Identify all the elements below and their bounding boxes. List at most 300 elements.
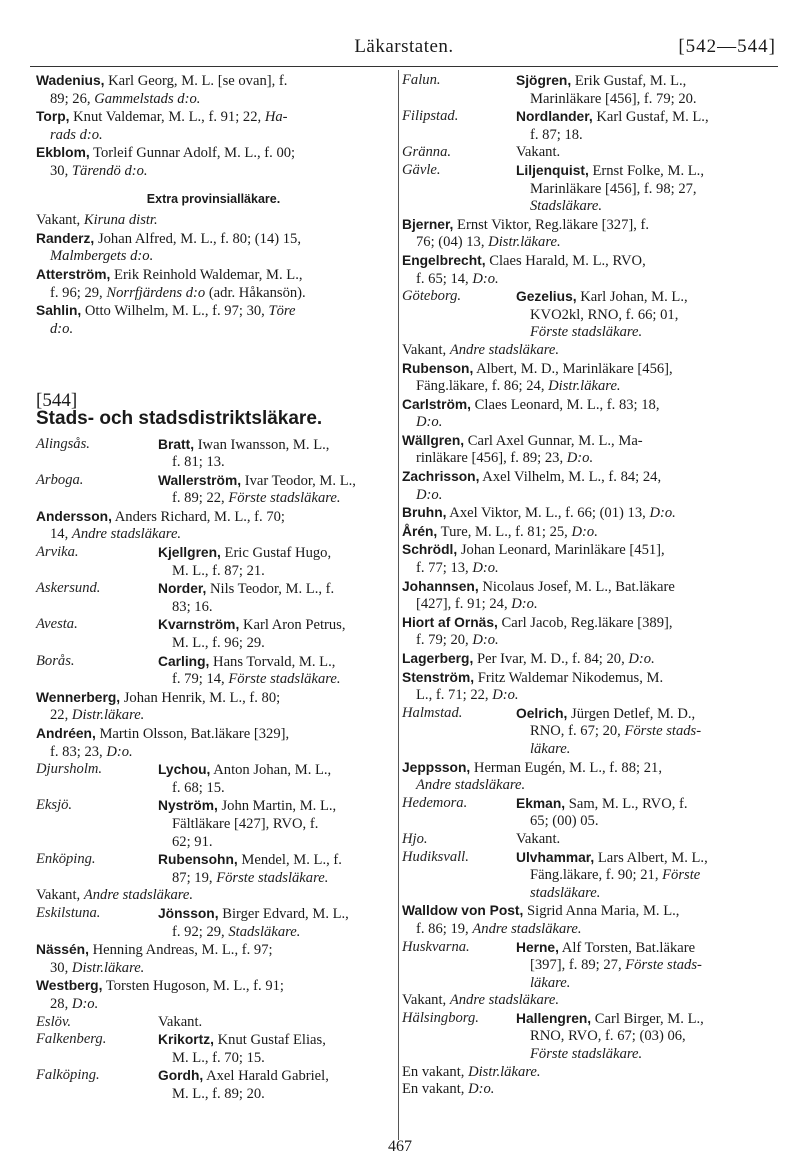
entry-text: M. L., f. 87; 21. [172,562,265,579]
place-name: Falkenberg. [36,1031,107,1048]
place-name: Arboga. [36,471,84,488]
entry-text: Torleif Gunnar Adolf, M. L., f. 00; [93,145,296,162]
person-name: Sjögren, [516,73,572,88]
entry-text: [397], f. 89; 27, [530,957,622,974]
entry-body [402,432,774,468]
entry-text: Axel Viktor, M. L., f. 66; (01) 13, [449,505,646,522]
entry-text: f. 79; 14, [172,671,225,688]
entry-body [158,472,391,508]
entry-body [516,72,774,108]
entry [36,725,391,761]
entry [402,360,774,396]
entry-line [516,831,774,849]
entry-continuation [402,596,774,614]
entry [36,472,391,508]
entry-body [516,162,774,216]
entry-continuation [402,632,774,650]
entry-text: f. 81; 13. [172,454,225,471]
page-header [30,0,778,62]
entry-body [36,108,391,144]
entry [402,541,774,577]
entry [36,580,391,616]
entry-body [158,1014,391,1032]
entry-title: Förste stadsläkare. [228,490,341,507]
entry-title: Förste stadsläkare. [530,324,643,341]
entry-text: Jürgen Detlef, M. D., [571,705,696,722]
person-name: Nässén, [36,942,89,958]
person-name: Stenström, [402,669,475,685]
entry-text: 62; 91. [172,833,213,850]
entry-text: Torsten Hugoson, M. L., f. 91; [105,978,284,995]
person-name: Bjerner, [402,216,454,232]
person-name: Nyström, [158,798,218,814]
place-name: Askersund. [36,580,101,597]
entry-text: Claes Leonard, M. L., f. 83; 18, [474,396,660,413]
entry [36,544,391,580]
person-name: Andréen, [36,726,96,741]
section-range: [542—544] [678,36,776,57]
entry [402,162,774,216]
person-name: Schrödl, [402,542,458,558]
entry-continuation [36,707,391,725]
entry [402,288,774,342]
person-name: Nordlander, [516,109,593,125]
place-name: Enköping. [36,851,96,868]
entry-body [402,902,774,938]
entry [36,508,391,544]
entry-body [36,887,391,905]
entry [36,905,391,941]
entry-line [516,162,774,181]
place-name: Hjo. [402,830,428,847]
entry-title: Andre stadsläkare. [83,887,194,904]
entry [36,436,391,472]
entry-text: John Martin, M. L., [221,798,337,815]
entry-text: Johan Henrik, M. L., f. 80; [123,689,281,706]
entry [36,616,391,652]
place-name: Hudiksvall. [402,848,469,865]
entry-continuation [516,198,774,216]
entry-text: Karl Aron Petrus, [242,617,346,634]
entry-continuation [158,599,391,617]
entry [402,705,774,759]
entry-title: Andre stadsläkare. [449,992,560,1009]
entry-line [402,902,774,921]
place-name: Gävle. [402,161,441,178]
entry-line [516,939,774,958]
entry [36,887,391,905]
entry-continuation [516,741,774,759]
entry-line [402,614,774,633]
entry-line [402,216,774,235]
entry-text: 76; (04) 13, [416,234,485,251]
entry-text: f. 79; 20, [416,632,469,649]
entry-text: En vakant, [402,1063,465,1080]
person-name: Carlström, [402,396,472,412]
entry-title: D:o. [511,596,538,613]
entry-line [36,977,391,996]
place-name: Filipstad. [402,108,459,125]
entry-line [36,725,391,744]
entry-text: Erik Reinhold Waldemar, M. L., [114,266,303,283]
entry-body [402,252,774,288]
entry-body [158,653,391,689]
entry-line [516,795,774,814]
entry-text: Axel Vilhelm, M. L., f. 84; 24, [482,469,662,486]
entry-text: f. 77; 13, [416,560,469,577]
entry-line [402,1081,774,1099]
entry-text: Iwan Iwansson, M. L., [197,436,330,453]
entry-text: Vakant, [402,992,447,1009]
entry-line [158,436,391,455]
entry-text: Per Ivar, M. D., f. 84; 20, [476,651,625,667]
entry-text: Carl Axel Gunnar, M. L., Ma- [467,432,643,449]
entry-line [36,266,391,285]
entry [36,1031,391,1067]
entry-line [36,144,391,163]
entry-body [402,523,774,542]
entry-text: Fältläkare [427], RVO, f. [172,815,319,832]
entry-text: Carl Birger, M. L., [594,1010,704,1027]
entry-continuation [402,450,774,468]
entry-continuation [158,1086,391,1104]
entry-title: D:o. [468,1081,495,1098]
person-name: Wadenius, [36,73,105,88]
entry-line [36,941,391,960]
entry [36,653,391,689]
entry-text: Henning Andreas, M. L., f. 97; [92,942,273,959]
place-name: Eslöv. [36,1013,71,1030]
entry [402,1064,774,1082]
entry-text: Ivar Teodor, M. L., [244,472,356,489]
entry-text: 30, [50,959,69,976]
place-name: Gränna. [402,144,452,161]
entry-body [516,795,774,831]
entry-text: M. L., f. 70; 15. [172,1049,265,1066]
entry-continuation [402,687,774,705]
entry [402,795,774,831]
entry-continuation [516,813,774,831]
entry-title: Distr.läkare. [468,1063,541,1080]
page-number: 467 [388,1138,412,1155]
entry-body [516,108,774,144]
place-name: Avesta. [36,616,78,633]
entry-continuation [516,723,774,741]
place-name: Eskilstuna. [36,904,101,921]
entry-body [402,396,774,432]
header-rule [30,66,778,67]
entry-body [402,504,774,523]
entry-text: Herman Eugén, M. L., f. 88; 21, [473,759,662,776]
entry [402,902,774,938]
entry-title: rads d:o. [50,126,103,143]
person-name: Lychou, [158,762,211,778]
place-name: Arvika. [36,544,79,561]
entry-title: D:o. [416,486,443,503]
entry-continuation [36,321,391,339]
entry-continuation [516,957,774,975]
entry-text: Lars Albert, M. L., [597,849,708,866]
person-name: Gezelius, [516,289,577,305]
entry-text: f. 89; 22, [172,490,225,507]
entry-title: Andre stadsläkare. [416,777,526,794]
entry-title: D:o. [628,651,655,667]
entry-title: D:o. [566,450,594,467]
right-column [402,72,774,1099]
entry-text: Alf Torsten, Bat.läkare [561,939,696,956]
entry [36,72,391,108]
entry-text: Erik Gustaf, M. L., [574,73,687,89]
entry-text: M. L., f. 96; 29. [172,635,265,652]
entry [36,266,391,302]
entry-continuation [36,285,391,303]
entry-line [402,432,774,451]
person-name: Årén, [402,523,438,539]
entry [36,302,391,338]
entry-line [158,797,391,816]
entry-text: Karl Johan, M. L., [580,289,688,306]
entry-continuation [36,526,391,544]
place-name: Eksjö. [36,797,73,814]
entry-body [402,759,774,795]
entry-body [158,905,391,941]
entry-body [402,614,774,650]
place-name: Göteborg. [402,288,462,305]
person-name: Jönsson, [158,905,219,921]
entry-text: 87; 19, [172,869,213,886]
entry [402,669,774,705]
entry-title: Tärendö d:o. [71,162,148,179]
entry-continuation [402,560,774,578]
entry-title: stadsläkare. [530,884,601,901]
entry-text: rinläkare [456], f. 89; 23, [416,450,564,467]
entry-line [516,108,774,127]
entry-body [158,616,391,652]
person-name: Oelrich, [516,705,568,721]
entry [36,941,391,977]
entry [402,939,774,993]
entry-body [158,1031,391,1067]
entry-body [402,541,774,577]
entry-line [36,302,391,321]
person-name: Rubenson, [402,360,474,376]
entry-body [402,578,774,614]
entry-title: Distr.läkare. [71,959,145,976]
person-name: Engelbrecht, [402,252,486,268]
entry-text: Vakant, [402,341,447,358]
entry-line [516,705,774,724]
entry-text: f. 68; 15. [172,779,225,796]
entry-continuation [36,996,391,1014]
column-divider [398,70,399,1140]
entry-text: En vakant, [402,1081,465,1098]
person-name: Wallerström, [158,472,242,488]
entry-line [402,523,774,542]
entry-line [402,252,774,271]
entry-title: Kiruna distr. [83,212,158,229]
entry-text: Carl Jacob, Reg.läkare [389], [501,614,673,631]
entry-continuation [36,91,391,109]
entry-continuation [402,234,774,252]
entry [36,761,391,797]
place-name: Alingsås. [36,435,90,452]
entry-line [158,472,391,491]
entry-title: Gammelstads d:o. [94,90,201,107]
entry-title: Förste stads- [625,957,702,974]
entry-line [158,1031,391,1050]
entry-line [402,360,774,379]
entry-text: Nils Teodor, M. L., f. [209,581,335,598]
entry-text: f. 65; 14, [416,270,469,287]
entry-title: D:o. [649,505,676,522]
entry-text: Ture, M. L., f. 81; 25, [440,523,568,540]
entry-body [36,266,391,302]
entry-text: Johan Alfred, M. L., f. 80; (14) 15, [97,230,302,247]
entry-text: Karl Georg, M. L. [se ovan], f. [108,73,288,89]
entry-body [36,725,391,761]
entry-text: (adr. Håkansön). [208,284,306,301]
entry [402,831,774,849]
person-name: Torp, [36,109,70,125]
entry-body [36,977,391,1013]
person-name: Gordh, [158,1068,204,1084]
entry-line [36,230,391,249]
entry-text: Knut Valdemar, M. L., f. 91; 22, [73,109,262,126]
entry-continuation [402,414,774,432]
person-name: Lagerberg, [402,651,474,666]
entry-body [36,230,391,266]
entry-title: D:o. [472,632,499,649]
entry-text: Fäng.läkare, f. 86; 24, [416,378,545,395]
entry-line [516,72,774,91]
entry-body [402,1081,774,1099]
person-name: Ulvhammar, [516,849,595,865]
entry-body [158,436,391,472]
person-name: Herne, [516,939,559,955]
entry-text: Vakant. [516,144,561,161]
entry-line [36,72,391,91]
person-name: Norder, [158,581,207,597]
entry-line [36,212,391,230]
entry [36,797,391,851]
entry-line [36,108,391,127]
entry-text: Birger Edvard, M. L., [222,905,349,922]
entry-line [158,544,391,563]
entry [36,230,391,266]
entry-title: Distr.läkare. [71,707,145,724]
entry-body [158,1067,391,1103]
entry-text: Axel Harald Gabriel, [206,1068,329,1085]
entry-continuation [402,487,774,505]
entry [36,144,391,180]
subsection-heading: Extra provinsialläkare. [146,191,281,206]
entry [402,759,774,795]
entry [402,523,774,542]
entry-text: 22, [50,707,69,724]
entry-title: D:o. [106,743,133,760]
entry-body [402,992,774,1010]
entry-text: Vakant, [36,212,81,229]
entry-continuation [158,490,391,508]
entry [36,1014,391,1032]
entry-line [402,578,774,597]
entry-line [402,541,774,560]
place-name: Hälsingborg. [402,1009,479,1026]
entry-text: Knut Gustaf Elias, [217,1032,326,1049]
entry-text: M. L., f. 89; 20. [172,1085,265,1102]
entry-body [516,705,774,759]
person-name: Ekblom, [36,145,90,161]
entry-line [516,1010,774,1029]
entry-text: Anton Johan, M. L., [213,762,332,779]
person-name: Jeppsson, [402,759,471,775]
entry-text: f. 96; 29, [50,284,103,301]
section-title: Stads- och stadsdistriktsläkare. [36,407,323,429]
person-name: Johannsen, [402,578,479,594]
entry-line [402,992,774,1010]
person-name: Kjellgren, [158,545,221,561]
entry-continuation [158,563,391,581]
entry-text: Sigrid Anna Maria, M. L., [527,903,680,920]
entry-continuation [516,127,774,145]
entry-line [158,851,391,870]
entry-title: D:o. [571,523,598,540]
person-name: Randerz, [36,230,95,246]
entry-text: Martin Olsson, Bat.läkare [329], [99,726,290,742]
entry-text: RNO, f. 67; 20, [530,723,621,740]
entry-body [516,144,774,162]
entry [402,614,774,650]
entry-body [36,689,391,725]
entry-text: f. 83; 23, [50,743,103,760]
entry-text: f. 92; 29, [172,923,225,940]
entry-text: Mendel, M. L., f. [241,852,342,869]
person-name: Krikortz, [158,1032,214,1048]
entry-continuation [402,378,774,396]
entry [36,689,391,725]
entry-title: Norrfjärdens d:o [106,284,206,301]
person-name: Kvarnström, [158,617,240,633]
entry-title: D:o. [492,687,519,704]
entry-body [402,216,774,252]
entry-line [158,761,391,780]
entry-title: Distr.läkare. [488,234,561,251]
entry-text: f. 87; 18. [530,126,583,143]
entry-body [402,650,774,669]
entry-continuation [516,91,774,109]
entry-body [516,1010,774,1064]
entry-text: L., f. 71; 22, [416,687,489,704]
person-name: Walldow von Post, [402,903,524,919]
entry [402,578,774,614]
entry-continuation [36,744,391,762]
entry [402,252,774,288]
entry-continuation [158,1050,391,1068]
entry-title: Ha- [264,109,288,126]
entry-line [158,1067,391,1086]
entry-body [36,508,391,544]
entry-text: 30, [50,162,69,179]
entry-text: Karl Gustaf, M. L., [596,109,709,126]
entry-title: Förste stadsläkare. [216,869,329,886]
entry-continuation [158,780,391,798]
entry-text: Claes Harald, M. L., RVO, [489,252,646,269]
entry-title: Förste [662,867,701,884]
person-name: Wällgren, [402,432,465,448]
entry-text: Ernst Folke, M. L., [592,162,704,179]
entry-body [516,831,774,849]
entry-title: Andre stadsläkare. [472,920,582,937]
